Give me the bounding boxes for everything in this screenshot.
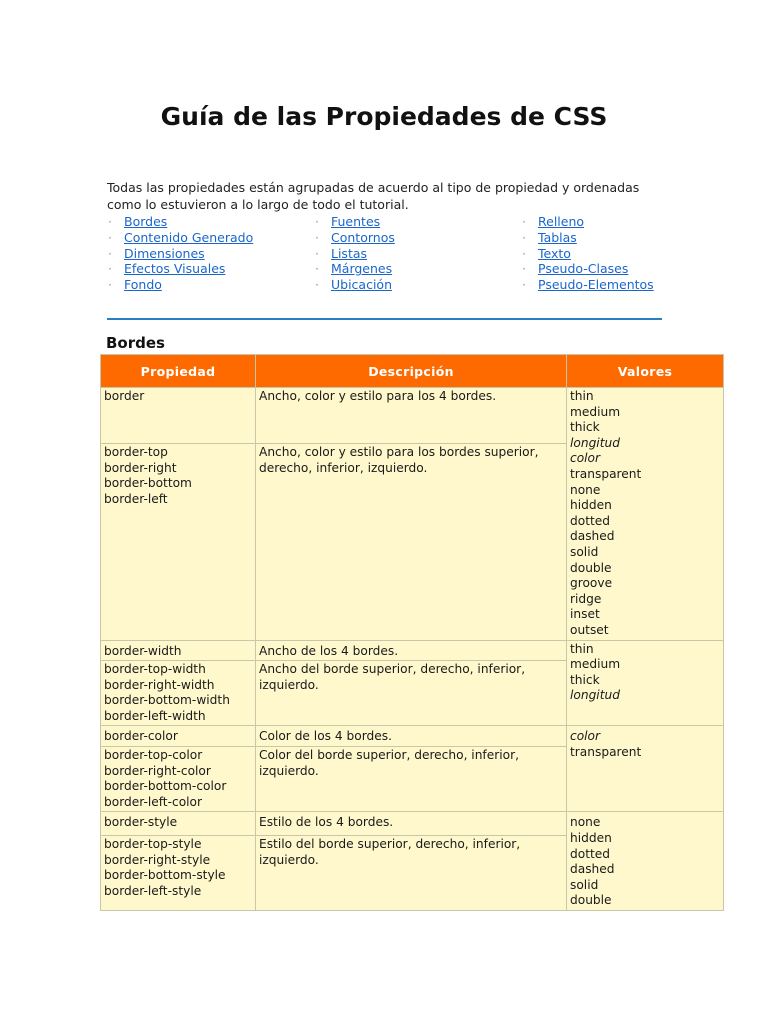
property-cell: border-style — [101, 812, 256, 836]
value-item: medium — [570, 657, 621, 672]
value-item: hidden — [570, 498, 612, 513]
link-ubicacion[interactable]: · Ubicación — [331, 277, 395, 293]
value-item: color — [570, 451, 601, 466]
page-title: Guía de las Propiedades de CSS — [160, 102, 608, 131]
description-cell: Color del borde superior, derecho, inferior, izquierdo. — [256, 747, 567, 812]
value-item: dotted — [570, 513, 610, 528]
value-item: ridge — [570, 591, 602, 606]
value-item: solid — [570, 544, 599, 559]
value-item: hidden — [570, 831, 612, 846]
property-cell: border — [101, 388, 256, 444]
link-pseudo-clases[interactable]: · Pseudo-Clases — [538, 261, 654, 277]
value-item: dashed — [570, 529, 615, 544]
description-cell: Ancho, color y estilo para los bordes superior, derecho, inferior, izquierdo. — [256, 443, 567, 640]
property-cell: border-top-style border-right-style border-bottom-style border-left-style — [101, 836, 256, 911]
value-item: transparent — [570, 745, 642, 760]
property-cell: border-width — [101, 640, 256, 661]
index-column-3 — [538, 214, 654, 293]
value-item: thick — [570, 420, 600, 435]
property-cell: border-top-color border-right-color border-bottom-color border-left-color — [101, 747, 256, 812]
values-cell — [567, 726, 724, 812]
link-contenido-generado[interactable]: · Contenido Generado — [124, 230, 253, 246]
link-contornos[interactable]: · Contornos — [331, 230, 395, 246]
section-index — [107, 214, 667, 298]
value-item: dotted — [570, 846, 610, 861]
values-cell — [567, 388, 724, 641]
values-cell — [567, 812, 724, 911]
value-item: outset — [570, 622, 609, 637]
value-item: medium — [570, 404, 621, 419]
table-row — [101, 812, 724, 836]
index-column-1 — [124, 214, 253, 293]
value-item: thin — [570, 389, 594, 403]
header-propiedad: Propiedad — [101, 355, 256, 388]
link-pseudo-elementos[interactable]: · Pseudo-Elementos — [538, 277, 654, 293]
description-cell: Ancho del borde superior, derecho, inferior, izquierdo. — [256, 661, 567, 726]
table-row — [101, 640, 724, 661]
index-column-2 — [331, 214, 395, 293]
link-fondo[interactable]: · Fondo — [124, 277, 253, 293]
value-item: transparent — [570, 466, 642, 481]
value-item: longitud — [570, 435, 620, 450]
description-cell: Ancho, color y estilo para los 4 bordes. — [256, 388, 567, 444]
section-divider — [107, 318, 662, 320]
value-item: dashed — [570, 862, 615, 877]
table-header-row — [101, 355, 724, 388]
link-listas[interactable]: · Listas — [331, 246, 395, 262]
value-item: none — [570, 815, 601, 830]
description-cell: Estilo del borde superior, derecho, inferior, izquierdo. — [256, 836, 567, 911]
property-cell: border-top border-right border-bottom border-left — [101, 443, 256, 640]
value-item: solid — [570, 877, 599, 892]
value-item: longitud — [570, 688, 620, 703]
value-item: none — [570, 482, 601, 497]
link-dimensiones[interactable]: · Dimensiones — [124, 246, 253, 262]
intro-paragraph: Todas las propiedades están agrupadas de acuerdo al tipo de propiedad y ordenadas como lo estuvieron a lo largo de todo el tutorial. — [107, 180, 640, 212]
link-margenes[interactable]: · Márgenes — [331, 261, 395, 277]
property-cell: border-top-width border-right-width border-bottom-width border-left-width — [101, 661, 256, 726]
value-item: double — [570, 560, 612, 575]
value-item: groove — [570, 576, 613, 591]
link-tablas[interactable]: · Tablas — [538, 230, 654, 246]
value-item: thin — [570, 641, 594, 656]
values-cell — [567, 640, 724, 726]
properties-table — [100, 354, 724, 911]
link-fuentes[interactable]: · Fuentes — [331, 214, 395, 230]
link-texto[interactable]: · Texto — [538, 246, 654, 262]
description-cell: Estilo de los 4 bordes. — [256, 812, 567, 836]
value-item: color — [570, 729, 601, 744]
header-valores: Valores — [567, 355, 724, 388]
value-item: double — [570, 893, 612, 908]
table-row — [101, 388, 724, 444]
table-row — [101, 726, 724, 747]
link-efectos-visuales[interactable]: · Efectos Visuales — [124, 261, 253, 277]
value-item: inset — [570, 607, 600, 622]
description-cell: Color de los 4 bordes. — [256, 726, 567, 747]
description-cell: Ancho de los 4 bordes. — [256, 640, 567, 661]
header-descripcion: Descripción — [256, 355, 567, 388]
link-relleno[interactable]: · Relleno — [538, 214, 654, 230]
link-bordes[interactable]: · Bordes — [124, 214, 253, 230]
section-heading-bordes: Bordes — [106, 334, 165, 352]
value-item: thick — [570, 672, 600, 687]
property-cell: border-color — [101, 726, 256, 747]
